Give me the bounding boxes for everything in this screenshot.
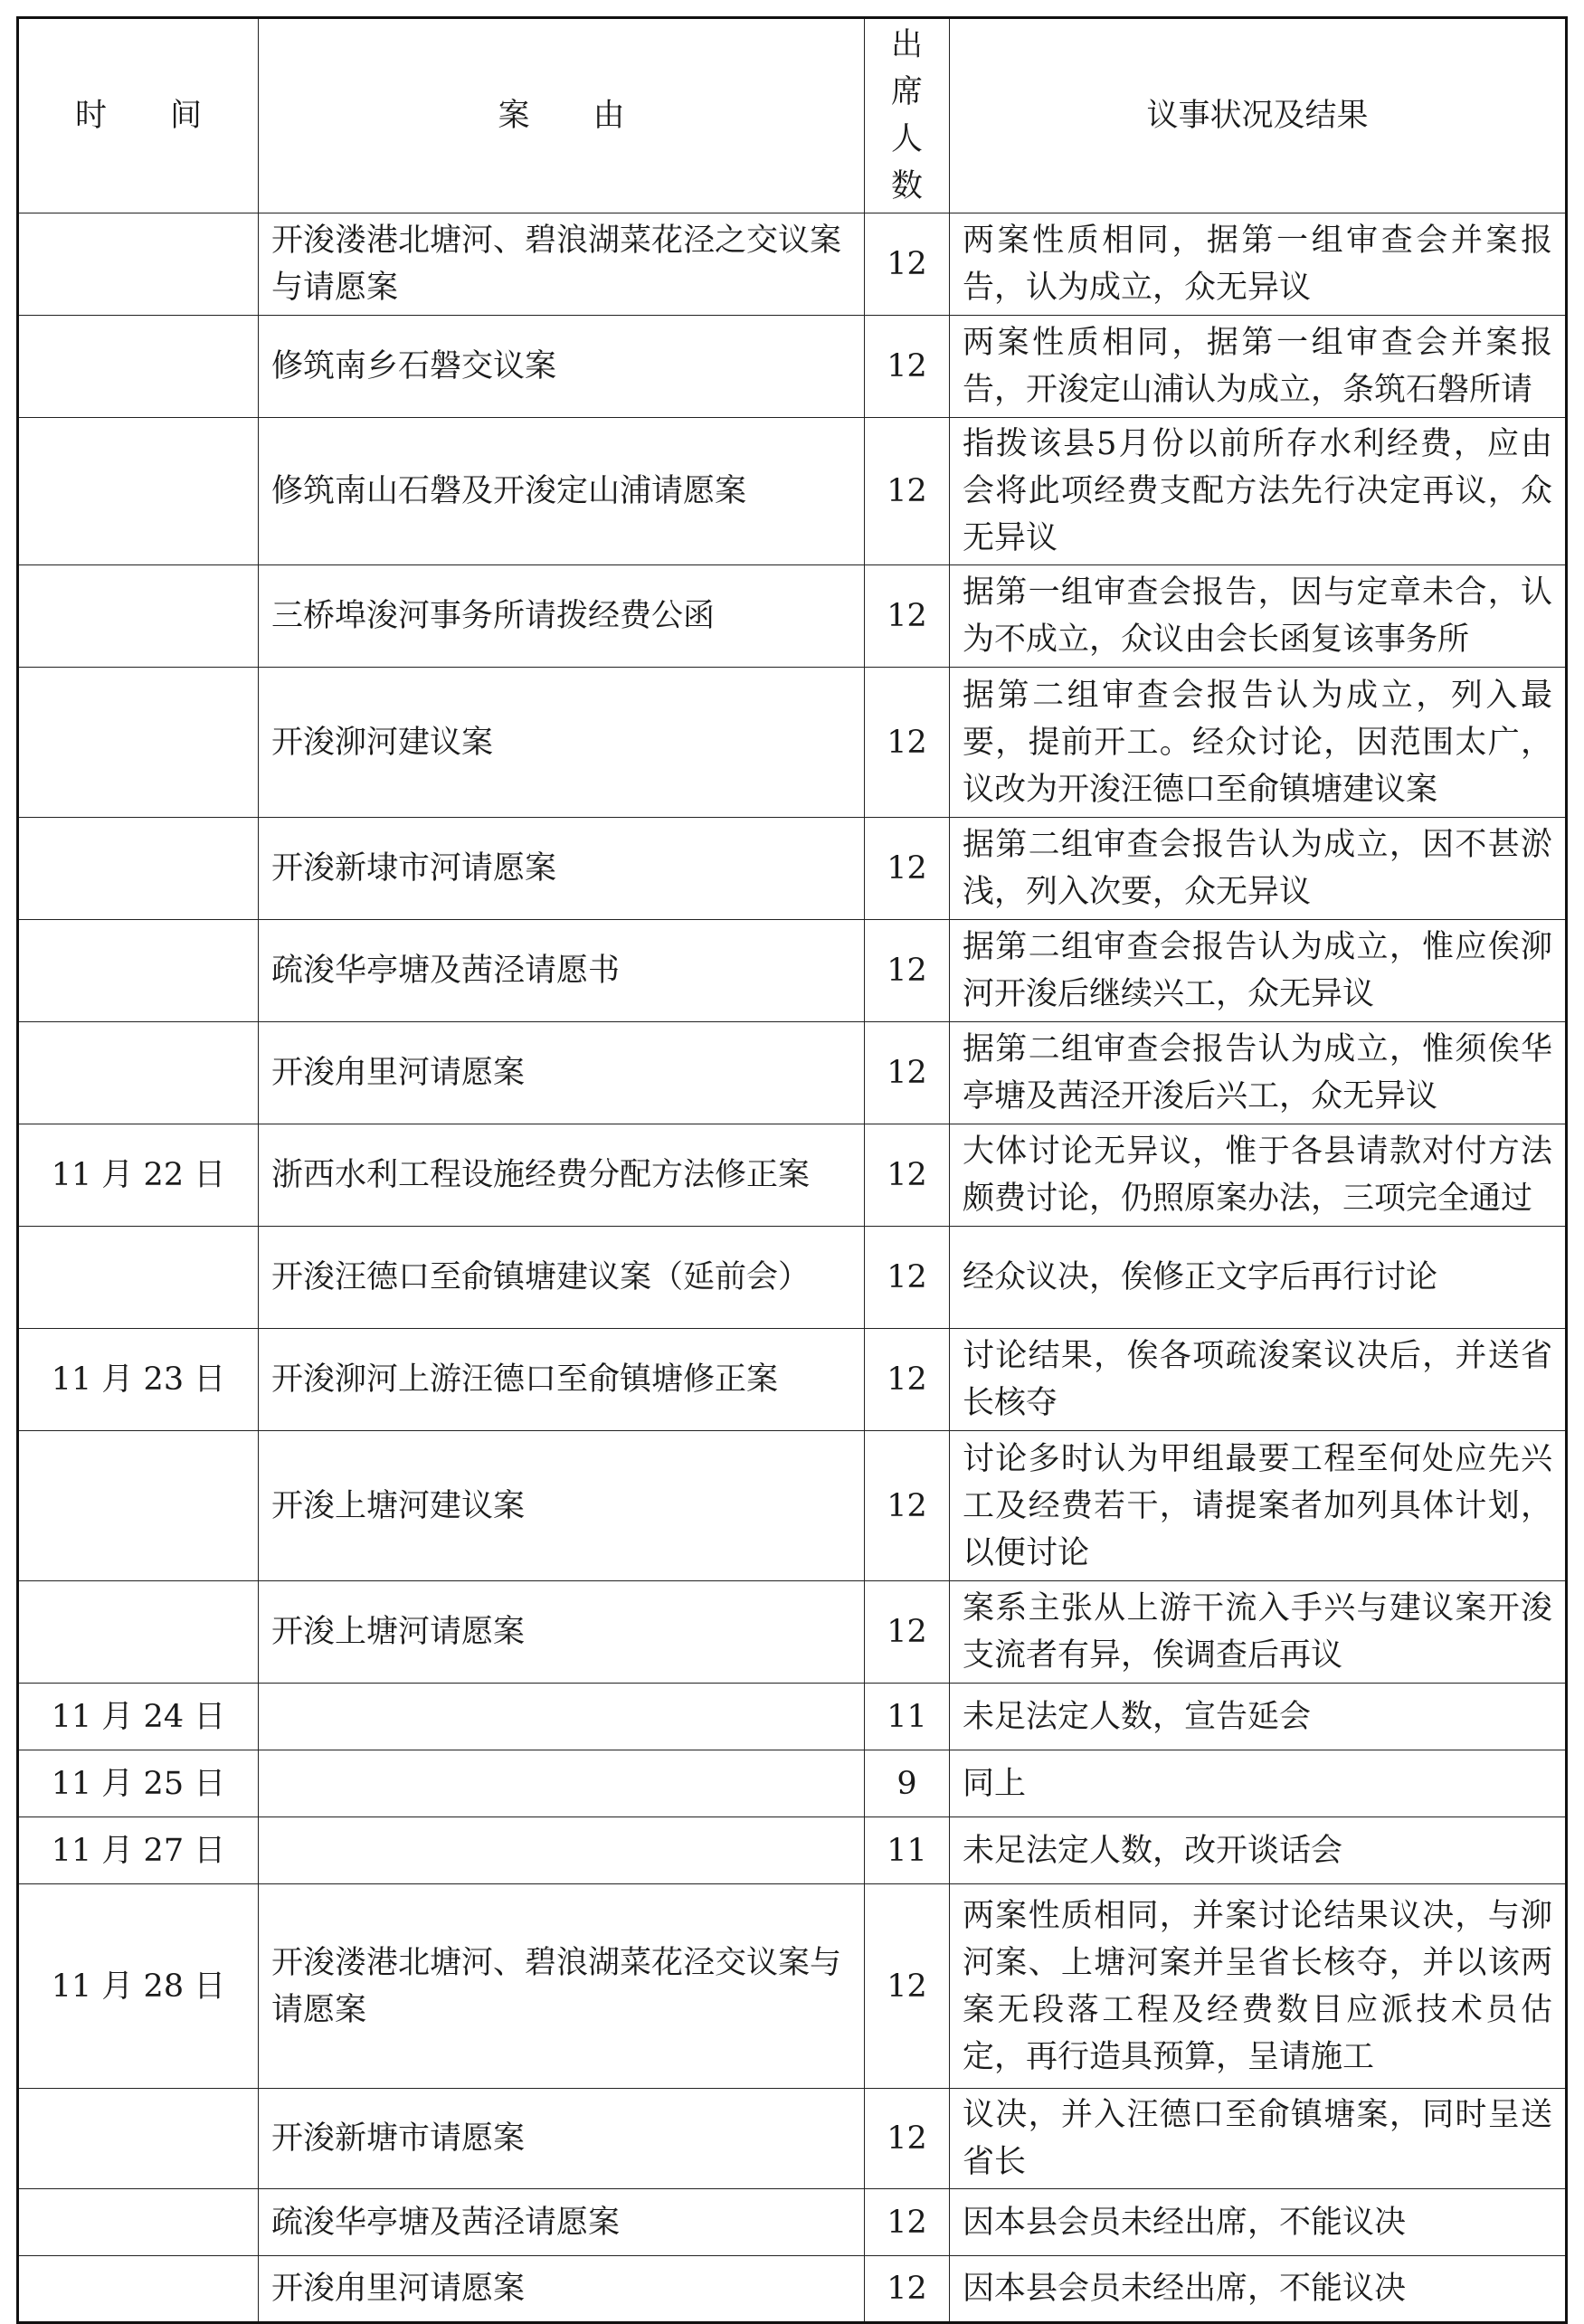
- attendance-cell: 12: [865, 668, 950, 818]
- attendance-cell: 12: [865, 213, 950, 316]
- attendance-cell: 12: [865, 920, 950, 1022]
- result-cell: 据第二组审查会报告认为成立，列入最要，提前开工。经众讨论，因范围太广，议改为开浚汪德口至俞镇塘建议案: [950, 668, 1567, 818]
- attendance-cell: 12: [865, 316, 950, 418]
- topic-cell: 疏浚华亭塘及茜泾请愿案: [259, 2189, 865, 2256]
- attendance-cell: 9: [865, 1750, 950, 1817]
- topic-cell: 开浚泖河上游汪德口至俞镇塘修正案: [259, 1329, 865, 1431]
- table-row: [18, 1022, 1567, 1124]
- topic-cell: 浙西水利工程设施经费分配方法修正案: [259, 1124, 865, 1227]
- result-cell: 案系主张从上游干流入手兴与建议案开浚支流者有异，俟调查后再议: [950, 1581, 1567, 1684]
- attendance-cell: 12: [865, 2189, 950, 2256]
- table-row: [18, 668, 1567, 818]
- topic-cell: 开浚上塘河请愿案: [259, 1581, 865, 1684]
- table-row: [18, 418, 1567, 565]
- result-cell: 两案性质相同，并案讨论结果议决，与泖河案、上塘河案并呈省长核夺，并以该两案无段落工程及经费数目应派技术员估定，再行造具预算，呈请施工: [950, 1884, 1567, 2089]
- date-cell: [18, 1431, 259, 1581]
- attendance-cell: 12: [865, 418, 950, 565]
- date-cell: 11 月 25 日: [18, 1750, 259, 1817]
- result-cell: 因本县会员未经出席，不能议决: [950, 2189, 1567, 2256]
- header-attendance: [865, 18, 950, 213]
- date-cell: [18, 1581, 259, 1684]
- table-row: [18, 1684, 1567, 1750]
- date-cell: 11 月 22 日: [18, 1124, 259, 1227]
- result-cell: 讨论多时认为甲组最要工程至何处应先兴工及经费若干，请提案者加列具体计划，以便讨论: [950, 1431, 1567, 1581]
- table-row: [18, 920, 1567, 1022]
- attendance-cell: 12: [865, 1581, 950, 1684]
- topic-cell: 修筑南山石磐及开浚定山浦请愿案: [259, 418, 865, 565]
- result-cell: 讨论结果，俟各项疏浚案议决后，并送省长核夺: [950, 1329, 1567, 1431]
- result-cell: 大体讨论无异议，惟于各县请款对付方法颇费讨论，仍照原案办法，三项完全通过: [950, 1124, 1567, 1227]
- result-cell: 议决，并入汪德口至俞镇塘案，同时呈送省长: [950, 2089, 1567, 2189]
- date-cell: 11 月 28 日: [18, 1884, 259, 2089]
- date-cell: 11 月 27 日: [18, 1817, 259, 1884]
- attendance-cell: 11: [865, 1684, 950, 1750]
- table-row: [18, 1884, 1567, 2089]
- table-row: [18, 2189, 1567, 2256]
- date-cell: [18, 316, 259, 418]
- date-cell: [18, 213, 259, 316]
- attendance-cell: 12: [865, 1124, 950, 1227]
- header-row: [18, 18, 1567, 213]
- attendance-cell: 12: [865, 1227, 950, 1329]
- topic-cell: 三桥埠浚河事务所请拨经费公函: [259, 565, 865, 668]
- result-cell: 经众议决，俟修正文字后再行讨论: [950, 1227, 1567, 1329]
- table-row: [18, 1124, 1567, 1227]
- attendance-cell: 12: [865, 818, 950, 920]
- topic-cell: 开浚新塘市请愿案: [259, 2089, 865, 2189]
- header-topic: 案 由: [259, 18, 865, 213]
- table-row: [18, 213, 1567, 316]
- topic-cell: 开浚新埭市河请愿案: [259, 818, 865, 920]
- header-attendance-line1: 出席: [890, 27, 923, 110]
- table-row: [18, 1581, 1567, 1684]
- date-cell: [18, 1022, 259, 1124]
- topic-cell: 开浚甪里河请愿案: [259, 1022, 865, 1124]
- date-cell: 11 月 23 日: [18, 1329, 259, 1431]
- topic-cell: [259, 1817, 865, 1884]
- meeting-record-table: [16, 16, 1568, 2324]
- table-row: [18, 2256, 1567, 2323]
- date-cell: [18, 2256, 259, 2323]
- result-cell: 据第二组审查会报告认为成立，惟须俟华亭塘及茜泾开浚后兴工，众无异议: [950, 1022, 1567, 1124]
- attendance-cell: 12: [865, 1884, 950, 2089]
- topic-cell: 开浚汪德口至俞镇塘建议案（延前会）: [259, 1227, 865, 1329]
- date-cell: [18, 2089, 259, 2189]
- date-cell: [18, 920, 259, 1022]
- result-cell: 据第二组审查会报告认为成立，因不甚淤浅，列入次要，众无异议: [950, 818, 1567, 920]
- attendance-cell: 12: [865, 1329, 950, 1431]
- topic-cell: 开浚泖河建议案: [259, 668, 865, 818]
- table-row: [18, 1750, 1567, 1817]
- date-cell: [18, 565, 259, 668]
- date-cell: [18, 1227, 259, 1329]
- table-row: [18, 1817, 1567, 1884]
- result-cell: 两案性质相同，据第一组审查会并案报告，认为成立，众无异议: [950, 213, 1567, 316]
- attendance-cell: 12: [865, 1022, 950, 1124]
- result-cell: 据第二组审查会报告认为成立，惟应俟泖河开浚后继续兴工，众无异议: [950, 920, 1567, 1022]
- table-row: [18, 818, 1567, 920]
- table-body: [18, 213, 1567, 2323]
- result-cell: 两案性质相同，据第一组审查会并案报告，开浚定山浦认为成立，条筑石磐所请: [950, 316, 1567, 418]
- topic-cell: 开浚上塘河建议案: [259, 1431, 865, 1581]
- date-cell: [18, 2189, 259, 2256]
- attendance-cell: 12: [865, 1431, 950, 1581]
- date-cell: 11 月 24 日: [18, 1684, 259, 1750]
- topic-cell: 疏浚华亭塘及茜泾请愿书: [259, 920, 865, 1022]
- header-result: 议事状况及结果: [950, 18, 1567, 213]
- result-cell: 同上: [950, 1750, 1567, 1817]
- result-cell: 因本县会员未经出席，不能议决: [950, 2256, 1567, 2323]
- result-cell: 未足法定人数，宣告延会: [950, 1684, 1567, 1750]
- date-cell: [18, 668, 259, 818]
- table-row: [18, 1431, 1567, 1581]
- header-attendance-line2: 人数: [890, 121, 923, 204]
- date-cell: [18, 418, 259, 565]
- table-row: [18, 1329, 1567, 1431]
- header-time: 时 间: [18, 18, 259, 213]
- topic-cell: [259, 1750, 865, 1817]
- attendance-cell: 12: [865, 2256, 950, 2323]
- attendance-cell: 11: [865, 1817, 950, 1884]
- result-cell: 指拨该县5月份以前所存水利经费，应由会将此项经费支配方法先行决定再议，众无异议: [950, 418, 1567, 565]
- document-page: [16, 16, 1565, 2324]
- table-row: [18, 565, 1567, 668]
- topic-cell: 开浚溇港北塘河、碧浪湖菜花泾之交议案与请愿案: [259, 213, 865, 316]
- topic-cell: 开浚甪里河请愿案: [259, 2256, 865, 2323]
- date-cell: [18, 818, 259, 920]
- topic-cell: 修筑南乡石磐交议案: [259, 316, 865, 418]
- attendance-cell: 12: [865, 2089, 950, 2189]
- result-cell: 未足法定人数，改开谈话会: [950, 1817, 1567, 1884]
- table-row: [18, 2089, 1567, 2189]
- table-row: [18, 1227, 1567, 1329]
- attendance-cell: 12: [865, 565, 950, 668]
- table-row: [18, 316, 1567, 418]
- topic-cell: 开浚溇港北塘河、碧浪湖菜花泾交议案与请愿案: [259, 1884, 865, 2089]
- result-cell: 据第一组审查会报告，因与定章未合，认为不成立，众议由会长函复该事务所: [950, 565, 1567, 668]
- topic-cell: [259, 1684, 865, 1750]
